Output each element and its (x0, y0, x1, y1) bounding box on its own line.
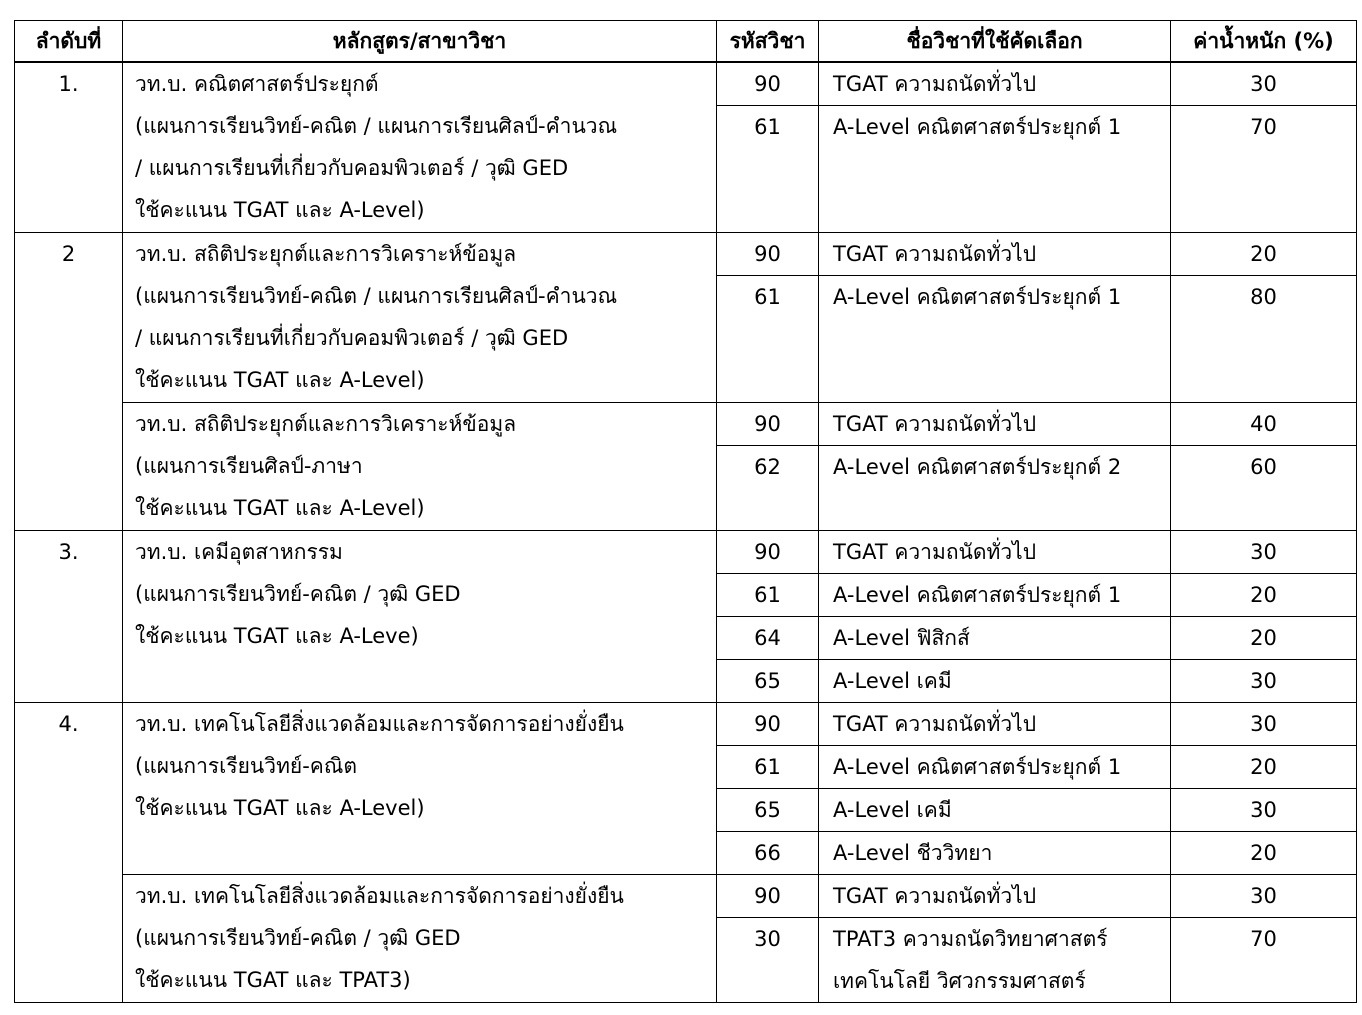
table-body (15, 62, 1357, 1003)
subject-name-line: TGAT ความถนัดทั่วไป (833, 242, 1037, 266)
program-number (15, 403, 123, 531)
subject-code: 90 (717, 875, 819, 918)
subject-code: 90 (717, 403, 819, 446)
course-line: (แผนการเรียนศิลป์-ภาษา (135, 454, 363, 478)
course-line: วท.บ. เคมีอุตสาหกรรม (135, 540, 343, 564)
header-weight: ค่าน้ำหนัก (%) (1171, 21, 1357, 63)
subject-name-line: A-Level คณิตศาสตร์ประยุกต์ 2 (833, 455, 1122, 479)
subject-name (819, 875, 1171, 918)
subject-code: 65 (717, 789, 819, 832)
course-line: (แผนการเรียนวิทย์-คณิต (135, 754, 357, 778)
subject-code: 90 (717, 233, 819, 276)
subject-name (819, 106, 1171, 233)
subject-weight: 30 (1171, 789, 1357, 832)
program-number: 1. (15, 62, 123, 233)
subject-code: 65 (717, 660, 819, 703)
subject-name-line: TGAT ความถนัดทั่วไป (833, 540, 1037, 564)
subject-code: 64 (717, 617, 819, 660)
subject-name (819, 703, 1171, 746)
course-line: ใช้คะแนน TGAT และ A-Leve) (135, 624, 419, 648)
table-row (15, 531, 1357, 574)
subject-weight: 60 (1171, 446, 1357, 531)
course-line: ใช้คะแนน TGAT และ A-Level) (135, 796, 425, 820)
course-line: ใช้คะแนน TGAT และ A-Level) (135, 198, 425, 222)
course-line: วท.บ. เทคโนโลยีสิ่งแวดล้อมและการจัดการอย่างยั่งยืน (135, 712, 624, 736)
subject-weight: 30 (1171, 62, 1357, 106)
subject-name (819, 746, 1171, 789)
program-course (123, 233, 717, 403)
header-course: หลักสูตร/สาขาวิชา (123, 21, 717, 63)
subject-code: 90 (717, 703, 819, 746)
table-row (15, 403, 1357, 446)
program-course (123, 875, 717, 1003)
subject-name (819, 62, 1171, 106)
program-course (123, 531, 717, 703)
subject-weight: 40 (1171, 403, 1357, 446)
table-row (15, 875, 1357, 918)
subject-name-line: A-Level คณิตศาสตร์ประยุกต์ 1 (833, 583, 1122, 607)
subject-name (819, 617, 1171, 660)
subject-code: 30 (717, 918, 819, 1003)
subject-name-line: A-Level ฟิสิกส์ (833, 626, 970, 650)
course-line: ใช้คะแนน TGAT และ A-Level) (135, 368, 425, 392)
subject-weight: 20 (1171, 832, 1357, 875)
subject-weight: 20 (1171, 574, 1357, 617)
subject-name (819, 446, 1171, 531)
subject-name (819, 660, 1171, 703)
admission-criteria-table (14, 20, 1357, 1003)
subject-name-line: TPAT3 ความถนัดวิทยาศาสตร์ (833, 927, 1108, 951)
subject-name-line: TGAT ความถนัดทั่วไป (833, 884, 1037, 908)
subject-name (819, 276, 1171, 403)
subject-code: 61 (717, 746, 819, 789)
subject-name (819, 832, 1171, 875)
course-line: วท.บ. เทคโนโลยีสิ่งแวดล้อมและการจัดการอย่างยั่งยืน (135, 884, 624, 908)
subject-weight: 20 (1171, 233, 1357, 276)
subject-code: 90 (717, 62, 819, 106)
table-row (15, 62, 1357, 106)
course-line: วท.บ. สถิติประยุกต์และการวิเคราะห์ข้อมูล (135, 242, 517, 266)
subject-code: 61 (717, 106, 819, 233)
subject-name-line: A-Level เคมี (833, 798, 952, 822)
header-subject: ชื่อวิชาที่ใช้คัดเลือก (819, 21, 1171, 63)
subject-code: 61 (717, 276, 819, 403)
subject-name-line: A-Level คณิตศาสตร์ประยุกต์ 1 (833, 285, 1122, 309)
subject-weight: 20 (1171, 617, 1357, 660)
course-line: / แผนการเรียนที่เกี่ยวกับคอมพิวเตอร์ / วุฒิ GED (135, 156, 569, 180)
course-line: / แผนการเรียนที่เกี่ยวกับคอมพิวเตอร์ / วุฒิ GED (135, 326, 569, 350)
program-number: 2 (15, 233, 123, 403)
subject-weight: 70 (1171, 106, 1357, 233)
course-line: ใช้คะแนน TGAT และ TPAT3) (135, 968, 411, 992)
subject-name-line: A-Level ชีววิทยา (833, 841, 993, 865)
program-course (123, 703, 717, 875)
course-line: (แผนการเรียนวิทย์-คณิต / แผนการเรียนศิลป์-คำนวณ (135, 284, 618, 308)
course-line: ใช้คะแนน TGAT และ A-Level) (135, 496, 425, 520)
program-number (15, 875, 123, 1003)
subject-name (819, 233, 1171, 276)
subject-weight: 30 (1171, 875, 1357, 918)
subject-weight: 70 (1171, 918, 1357, 1003)
program-course (123, 62, 717, 233)
subject-weight: 30 (1171, 703, 1357, 746)
subject-name-line: A-Level คณิตศาสตร์ประยุกต์ 1 (833, 115, 1122, 139)
subject-name-line: A-Level คณิตศาสตร์ประยุกต์ 1 (833, 755, 1122, 779)
course-line: (แผนการเรียนวิทย์-คณิต / วุฒิ GED (135, 582, 461, 606)
subject-name (819, 531, 1171, 574)
subject-name-line: TGAT ความถนัดทั่วไป (833, 712, 1037, 736)
subject-name-line: TGAT ความถนัดทั่วไป (833, 412, 1037, 436)
header-no: ลำดับที่ (15, 21, 123, 63)
subject-name (819, 403, 1171, 446)
subject-name (819, 918, 1171, 1003)
program-number: 4. (15, 703, 123, 875)
subject-weight: 30 (1171, 531, 1357, 574)
course-line: วท.บ. คณิตศาสตร์ประยุกต์ (135, 72, 379, 96)
subject-name (819, 574, 1171, 617)
table-row (15, 703, 1357, 746)
subject-code: 62 (717, 446, 819, 531)
subject-weight: 20 (1171, 746, 1357, 789)
course-line: (แผนการเรียนวิทย์-คณิต / แผนการเรียนศิลป์-คำนวณ (135, 114, 618, 138)
subject-name (819, 789, 1171, 832)
subject-name-line: เทคโนโลยี วิศวกรรมศาสตร์ (833, 969, 1086, 993)
subject-name-line: TGAT ความถนัดทั่วไป (833, 72, 1037, 96)
course-line: วท.บ. สถิติประยุกต์และการวิเคราะห์ข้อมูล (135, 412, 517, 436)
subject-code: 90 (717, 531, 819, 574)
table-row (15, 233, 1357, 276)
program-course (123, 403, 717, 531)
header-code: รหัสวิชา (717, 21, 819, 63)
subject-weight: 30 (1171, 660, 1357, 703)
subject-weight: 80 (1171, 276, 1357, 403)
subject-code: 66 (717, 832, 819, 875)
subject-name-line: A-Level เคมี (833, 669, 952, 693)
subject-code: 61 (717, 574, 819, 617)
course-line: (แผนการเรียนวิทย์-คณิต / วุฒิ GED (135, 926, 461, 950)
table-header-row (15, 21, 1357, 63)
program-number: 3. (15, 531, 123, 703)
